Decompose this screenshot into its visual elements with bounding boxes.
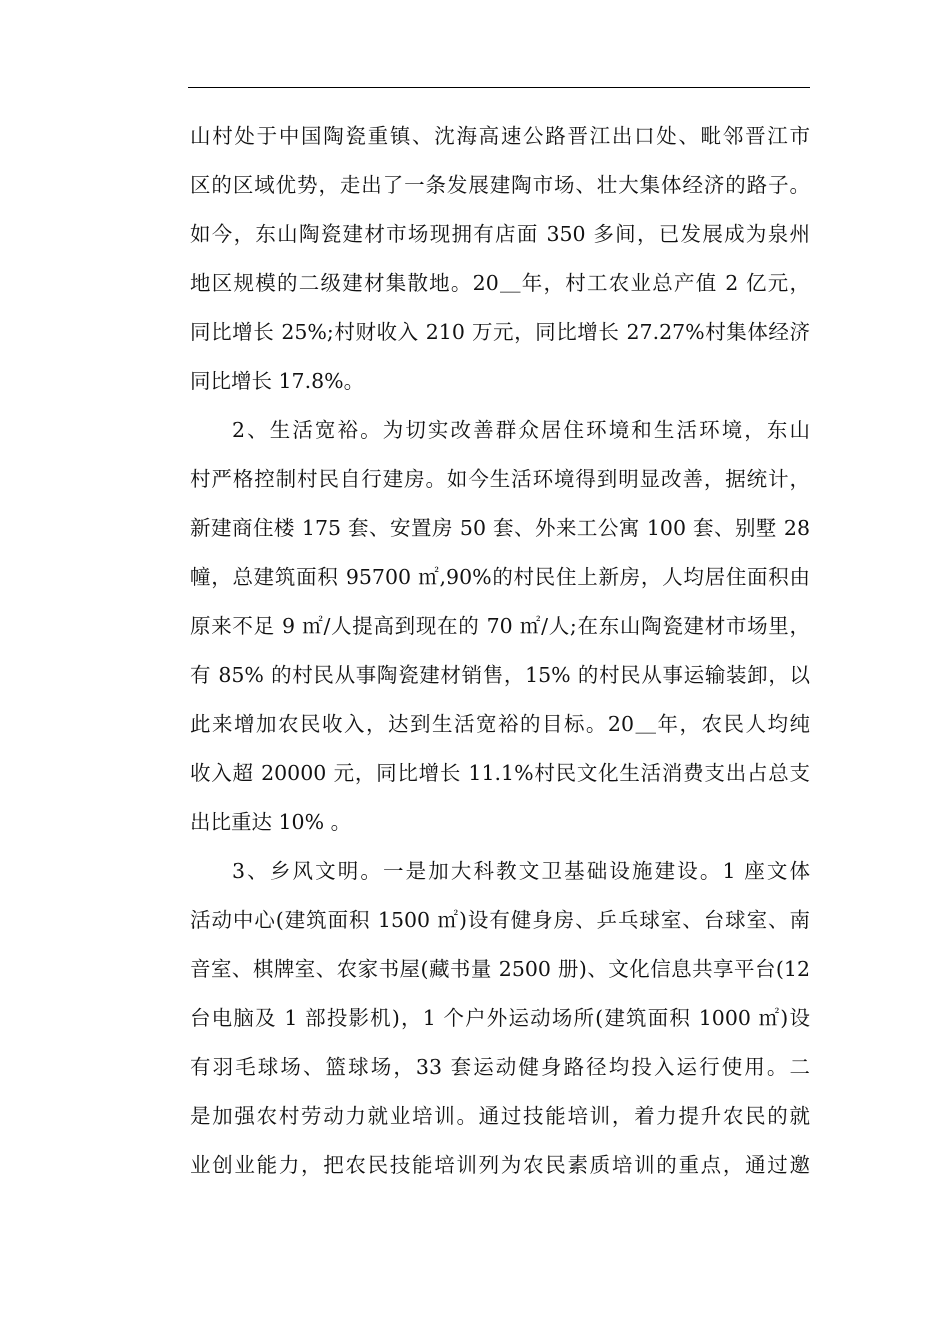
paragraph-economy [190,112,810,406]
text-line: 山村处于中国陶瓷重镇、沈海高速公路晋江出口处、毗邻晋江市 [190,124,810,148]
paragraph-living-standards [190,406,810,847]
text-line: 新建商住楼 175 套、安置房 50 套、外来工公寓 100 套、别墅 28 [190,516,810,540]
text-line: 音室、棋牌室、农家书屋(藏书量 2500 册)、文化信息共享平台(12 [190,957,810,981]
header-rule [188,87,810,88]
document-body [190,112,810,1190]
text-line: 幢，总建筑面积 95700 ㎡,90%的村民住上新房，人均居住面积由 [190,565,810,589]
text-line: 台电脑及 1 部投影机)，1 个户外运动场所(建筑面积 1000 ㎡)设 [190,1006,810,1030]
text-line: 业创业能力，把农民技能培训列为农民素质培训的重点，通过邀 [190,1153,810,1177]
text-line: 此来增加农民收入，达到生活宽裕的目标。20＿年，农民人均纯 [190,712,810,736]
text-line: 3、乡风文明。一是加大科教文卫基础设施建设。1 座文体 [232,859,810,883]
text-line: 是加强农村劳动力就业培训。通过技能培训，着力提升农民的就 [190,1104,810,1128]
text-line: 原来不足 9 ㎡/人提高到现在的 70 ㎡/人;在东山陶瓷建材市场里， [190,614,810,638]
text-line: 如今，东山陶瓷建材市场现拥有店面 350 多间，已发展成为泉州 [190,222,810,246]
text-line: 村严格控制村民自行建房。如今生活环境得到明显改善，据统计， [190,467,810,491]
paragraph-civility [190,847,810,1190]
text-line: 有羽毛球场、篮球场，33 套运动健身路径均投入运行使用。二 [190,1055,810,1079]
text-line: 地区规模的二级建材集散地。20＿年，村工农业总产值 2 亿元， [190,271,810,295]
text-line: 活动中心(建筑面积 1500 ㎡)设有健身房、乒乓球室、台球室、南 [190,908,810,932]
text-line: 收入超 20000 元，同比增长 11.1%村民文化生活消费支出占总支 [190,761,810,785]
text-line: 同比增长 25%;村财收入 210 万元，同比增长 27.27%村集体经济 [190,320,810,344]
text-line: 同比增长 17.8%。 [190,369,365,393]
text-line: 区的区域优势，走出了一条发展建陶市场、壮大集体经济的路子。 [190,173,810,197]
text-line: 有 85% 的村民从事陶瓷建材销售，15% 的村民从事运输装卸，以 [190,663,810,687]
text-line: 2、生活宽裕。为切实改善群众居住环境和生活环境，东山 [232,418,810,442]
text-line: 出比重达 10% 。 [190,810,352,834]
